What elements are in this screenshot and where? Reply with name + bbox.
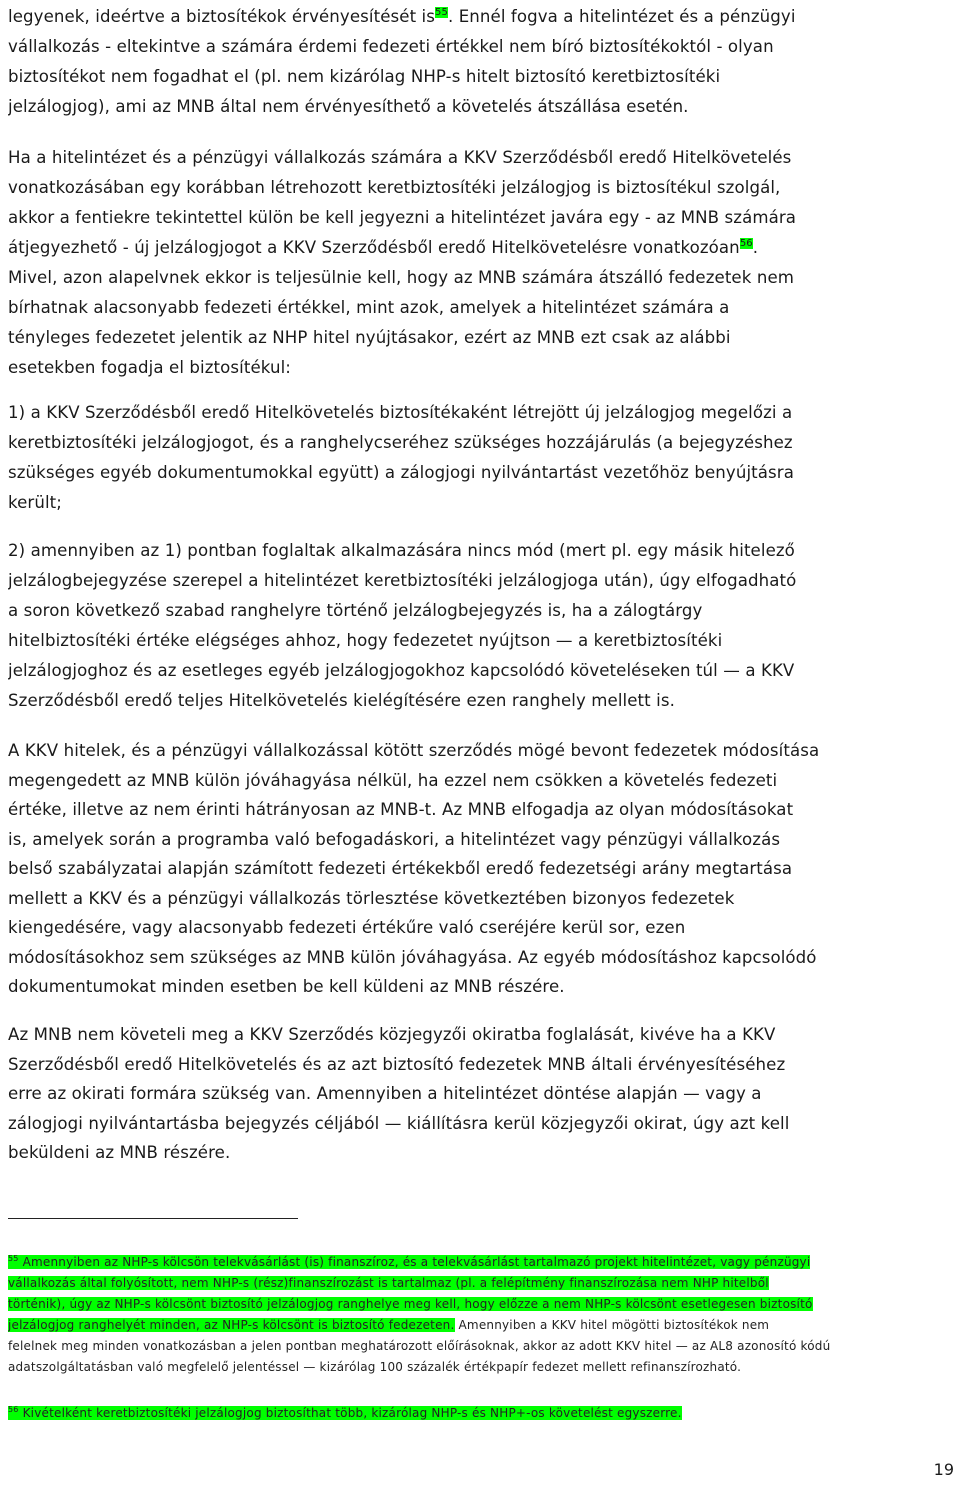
text-line: módosításokhoz sem szükséges az MNB külön jóváhagyása. Az egyéb módosításhoz kapcsolódó <box>8 947 817 967</box>
footnote-line: felelnek meg minden vonatkozásban a jelen pontban meghatározott előírásoknak, akkor az adott KKV hitel — az AL8 azonosító kódú <box>8 1339 831 1353</box>
footnote-line: $^{56}$ Kivételként keretbiztosítéki jelzálogjog biztosíthat több, kizárólag NHP-s és NHP+-os követelést egyszerre. <box>8 1405 682 1420</box>
list-item-2 <box>8 536 956 716</box>
footnote-number: 56 <box>8 1405 19 1414</box>
text-line: Mivel, azon alapelvnek ekkor is teljesülnie kell, hogy az MNB számára átszálló fedezetek nem <box>8 268 795 287</box>
footnote-ref-56[interactable]: 56 <box>739 238 753 250</box>
text-line: dokumentumokat minden esetben be kell küldeni az MNB részére. <box>8 977 565 996</box>
text-line: a soron következő szabad ranghelyre történő jelzálogbejegyzés is, ha a zálogtárgy <box>8 601 703 620</box>
footnote-separator <box>8 1218 298 1219</box>
text-line: átjegyezhető - új jelzálogjogot a KKV Szerződésből eredő Hitelkövetelésre vonatkozóan$^{56}$. <box>8 238 759 257</box>
page-number: 19 <box>933 1460 954 1479</box>
text-line: Szerződésből eredő Hitelkövetelés és az azt biztosító fedezetek MNB általi érvényesítéséhez <box>8 1054 786 1074</box>
footnote-line: vállalkozás által folyósított, nem NHP-s (rész)finanszírozást is tartalmaz (pl. a felépítmény finanszírozása nem NHP hitelből <box>8 1276 769 1290</box>
text-line: mellett a KKV és a pénzügyi vállalkozás törlesztése következtében bizonyos fedezetek <box>8 888 735 908</box>
text-line: szükséges egyéb dokumentumokkal együtt) a zálogjogi nyilvántartást vezetőhöz benyújtásra <box>8 463 794 482</box>
text-line: biztosítékot nem fogadhat el (pl. nem kizárólag NHP-s hitelt biztosító keretbiztosítéki <box>8 67 721 86</box>
footnote-line: $^{55}$ Amennyiben az NHP-s kölcsön telekvásárlást (is) finanszíroz, és a telekvásárlást tartalmazó projekt hitelintézet, vagy pénzügyi <box>8 1254 811 1269</box>
text-line: beküldeni az MNB részére. <box>8 1143 231 1162</box>
text-line: Az MNB nem követeli meg a KKV Szerződés közjegyzői okiratba foglalását, kivéve ha a KKV <box>8 1025 776 1044</box>
list-item-1 <box>8 398 956 518</box>
text-line: Ha a hitelintézet és a pénzügyi vállalkozás számára a KKV Szerződésből eredő Hitelkövetelés <box>8 148 792 167</box>
paragraph-1 <box>8 2 956 122</box>
text-line: jelzálogjoghoz és az esetleges egyéb jelzálogjogokhoz kapcsolódó követeléseken túl — a KKV <box>8 661 795 680</box>
text-line: legyenek, ideértve a biztosítékok érvényesítését $is^{55}$. Ennél fogva a hitelintézet és a pénzügyi <box>8 7 796 26</box>
text-line: erre az okirati formára szükség van. Amennyiben a hitelintézet döntése alapján — vagy a <box>8 1084 762 1103</box>
text-line: akkor a fentiekre tekintettel külön be kell jegyezni a hitelintézet javára egy - az MNB számára <box>8 208 797 227</box>
text-line: 2) amennyiben az 1) pontban foglaltak alkalmazására nincs mód (mert pl. egy másik hitelező <box>8 541 795 560</box>
text-line: jelzálogjog), ami az MNB által nem érvényesíthető a követelés átszállása esetén. <box>8 97 689 116</box>
footnote-number: 55 <box>8 1254 19 1263</box>
text-line: hitelbiztosítéki értéke elégséges ahhoz, hogy fedezetet nyújtson — a keretbiztosítéki <box>8 631 723 650</box>
paragraph-3 <box>8 736 956 1002</box>
text-line: kiengedésére, vagy alacsonyabb fedezeti értékűre való cseréjére kerül sor, ezen <box>8 918 686 937</box>
text-line: megengedett az MNB külön jóváhagyása nélkül, ha ezzel nem csökken a követelés fedezeti <box>8 770 778 790</box>
text-line: tényleges fedezetet jelentik az NHP hitel nyújtásakor, ezért az MNB ezt csak az alábbi <box>8 328 731 347</box>
text-line: belső szabályzatai alapján számított fedezeti értékekből eredő fedezetségi arány megtartása <box>8 859 793 878</box>
text-line: bírhatnak alacsonyabb fedezeti értékkel, mint azok, amelyek a hitelintézet számára a <box>8 298 730 317</box>
footnote-56 <box>8 1403 956 1424</box>
text-line: keretbiztosítéki jelzálogjogot, és a ranghelycseréhez szükséges hozzájárulás (a bejegyzéshez <box>8 433 793 452</box>
text-line: esetekben fogadja el biztosítékul: <box>8 358 291 377</box>
text-line: jelzálogbejegyzése szerepel a hitelintézet keretbiztosítéki jelzálogjoga után), úgy elfogadható <box>8 571 797 590</box>
paragraph-4 <box>8 1020 956 1168</box>
text-line: Szerződésből eredő teljes Hitelkövetelés kielégítésére ezen ranghely mellett is. <box>8 691 675 710</box>
text-line: A KKV hitelek, és a pénzügyi vállalkozással kötött szerződés mögé bevont fedezetek módosítása <box>8 741 820 760</box>
paragraph-2 <box>8 143 956 383</box>
text-line: vállalkozás - eltekintve a számára érdemi fedezeti értékkel nem bíró biztosítékoktól - olyan <box>8 37 774 56</box>
text-line: került; <box>8 493 62 512</box>
text-line: is, amelyek során a programba való befogadáskori, a hitelintézet vagy pénzügyi vállalkozás <box>8 829 781 849</box>
footnote-line: történik), úgy az NHP-s kölcsönt biztosító jelzálogjog ranghelye meg kell, hogy előzze a nem NHP-s kölcsönt esetlegesen biztosító <box>8 1297 813 1311</box>
footnote-line: adatszolgáltatásban való megfelelő jelentéssel — kizárólag 100 százalék értékpapír fedezet mellett refinanszírozható. <box>8 1360 742 1374</box>
footnote-ref-55[interactable]: 55 <box>435 7 448 19</box>
footnote-line: jelzálogjog ranghelyét minden, az NHP-s kölcsönt is biztosító fedezeten. Amennyiben a KKV hitel mögötti biztosítékok nem <box>8 1318 770 1332</box>
text-line: 1) a KKV Szerződésből eredő Hitelkövetelés biztosítékaként létrejött új jelzálogjog megelőzi a <box>8 403 793 422</box>
text-line: értéke, illetve az nem érinti hátrányosan az MNB-t. Az MNB elfogadja az olyan módosításokat <box>8 800 794 819</box>
footnote-55 <box>8 1252 956 1378</box>
text-line: zálogjogi nyilvántartásba bejegyzés céljából — kiállításra kerül közjegyzői okirat, úgy azt kell <box>8 1113 790 1133</box>
text-line: vonatkozásában egy korábban létrehozott keretbiztosítéki jelzálogjog is biztosítékul szolgál, <box>8 178 781 197</box>
